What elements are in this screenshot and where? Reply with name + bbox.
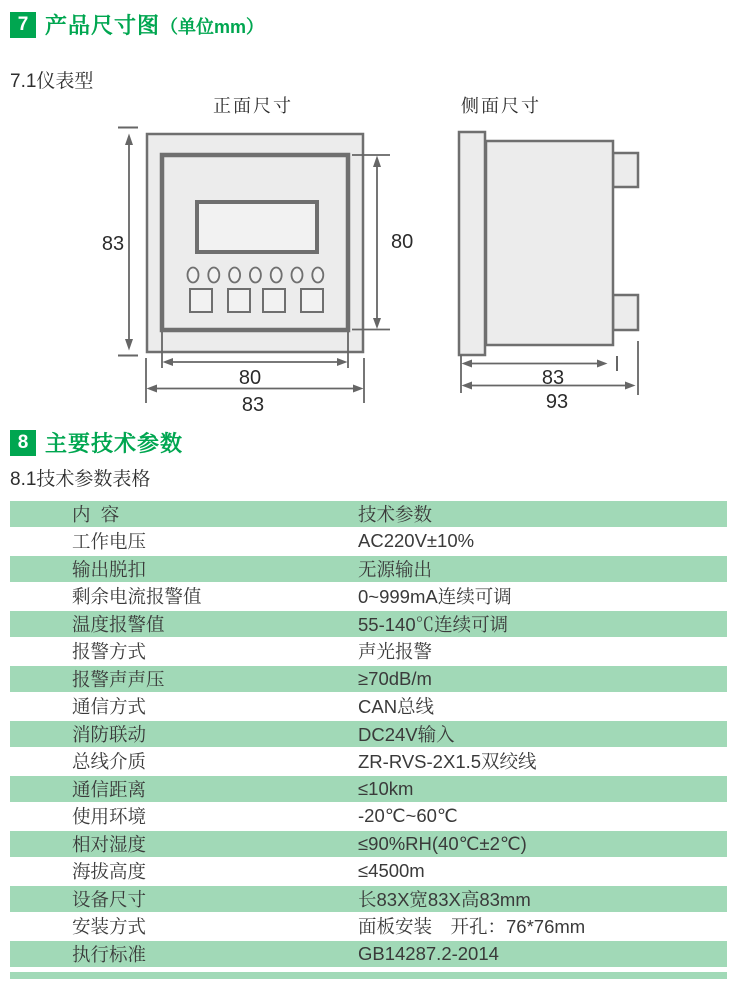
param-value-cell: DC24V输入 — [358, 723, 455, 745]
param-value-cell: 55-140℃连续可调 — [358, 613, 509, 635]
table-row — [10, 721, 727, 747]
param-name-cell: 执行标准 — [72, 943, 147, 965]
param-name-cell: 内 容 — [72, 503, 120, 525]
front-inner-width-label: 80 — [238, 367, 262, 389]
mounting-clip-top — [613, 153, 638, 187]
side-depth-dimension — [461, 355, 617, 393]
table-row — [10, 556, 727, 582]
table-bottom-bar — [10, 972, 727, 979]
table-row — [10, 804, 727, 830]
table-row — [10, 584, 727, 610]
param-value-cell: ≤4500m — [358, 860, 425, 882]
param-value-cell: 面板安装 开孔：76*76mm — [358, 916, 586, 938]
front-view-title: 正面尺寸 — [213, 96, 293, 116]
param-value-cell: ≥70dB/m — [358, 667, 432, 689]
table-row — [10, 666, 727, 692]
indicator-led — [292, 268, 303, 283]
param-name-cell: 输出脱扣 — [72, 558, 147, 580]
param-name-cell: 通信方式 — [72, 696, 147, 718]
section-7-title-text: 产品尺寸图 — [45, 13, 161, 38]
param-name-cell: 消防联动 — [72, 723, 147, 745]
device-body — [486, 141, 613, 345]
indicator-led — [250, 268, 261, 283]
param-name-cell: 相对湿度 — [72, 833, 147, 855]
table-row — [10, 694, 727, 720]
param-name-cell: 海拔高度 — [72, 861, 147, 883]
table-row — [10, 831, 727, 857]
panel-button — [190, 289, 212, 312]
parameters-table — [10, 501, 727, 969]
front-bezel — [459, 132, 485, 355]
param-value-cell: 无源输出 — [358, 558, 433, 580]
section-8-header — [10, 427, 183, 458]
param-value-cell: ZR-RVS-2X1.5双绞线 — [358, 751, 537, 773]
front-height-label: 83 — [101, 233, 125, 255]
param-name-cell: 工作电压 — [72, 531, 147, 553]
table-header-row — [10, 501, 727, 527]
param-value-cell: AC220V±10% — [358, 530, 475, 552]
indicator-led — [188, 268, 199, 283]
side-total-depth-label: 93 — [545, 391, 569, 413]
section-8-title-text: 主要技术参数 — [45, 431, 184, 456]
indicator-led — [229, 268, 240, 283]
subsection-7-1: 7.1仪表型 — [10, 71, 94, 92]
param-value-cell: ≤90%RH(40℃±2℃) — [358, 832, 527, 854]
param-name-cell: 安装方式 — [72, 916, 147, 938]
mounting-clip-bottom — [613, 295, 638, 330]
param-value-cell: CAN总线 — [358, 696, 435, 718]
param-name-cell: 温度报警值 — [72, 613, 165, 635]
section-8-title — [45, 427, 183, 458]
indicator-led — [208, 268, 219, 283]
table-row — [10, 914, 727, 940]
panel-button — [301, 289, 323, 312]
param-value-cell: GB14287.2-2014 — [358, 942, 499, 964]
dimension-diagram — [0, 88, 735, 418]
side-depth-label: 83 — [541, 367, 565, 389]
front-width-label: 83 — [241, 394, 265, 416]
side-view-drawing — [459, 96, 638, 413]
front-view-drawing — [102, 96, 413, 416]
param-name-cell: 报警方式 — [72, 641, 147, 663]
panel-button — [228, 289, 250, 312]
table-row — [10, 639, 727, 665]
param-name-cell: 剩余电流报警值 — [72, 586, 202, 608]
param-value-cell: 声光报警 — [358, 641, 433, 663]
table-row — [10, 859, 727, 885]
front-inner-height-label: 80 — [391, 231, 414, 253]
param-value-cell: 技术参数 — [358, 503, 433, 525]
param-name-cell: 总线介质 — [72, 751, 147, 773]
param-value-cell: -20℃~60℃ — [358, 805, 458, 827]
indicator-led — [271, 268, 282, 283]
indicator-led — [312, 268, 323, 283]
table-row — [10, 941, 727, 967]
front-height-dimension — [102, 128, 138, 356]
param-name-cell: 通信距离 — [72, 778, 147, 800]
table-row — [10, 776, 727, 802]
param-value-cell: 0~999mA连续可调 — [358, 586, 512, 608]
display-window — [197, 202, 317, 252]
table-row — [10, 749, 727, 775]
param-value-cell: ≤10km — [358, 777, 414, 799]
section-7-title — [45, 9, 264, 40]
section-7-unit-note: （单位mm） — [160, 17, 265, 37]
param-name-cell: 使用环境 — [72, 806, 147, 828]
param-name-cell: 报警声声压 — [72, 668, 165, 690]
param-name-cell: 设备尺寸 — [72, 888, 147, 910]
param-value-cell: 长83X宽83X高83mm — [358, 888, 531, 910]
side-view-title: 侧面尺寸 — [461, 96, 541, 116]
subsection-8-1: 8.1技术参数表格 — [10, 469, 151, 490]
table-row — [10, 611, 727, 637]
section-7-header — [10, 9, 264, 40]
table-row — [10, 529, 727, 555]
panel-button — [263, 289, 285, 312]
section-8-badge: 8 — [10, 430, 36, 456]
table-row — [10, 886, 727, 912]
section-7-badge: 7 — [10, 12, 36, 38]
